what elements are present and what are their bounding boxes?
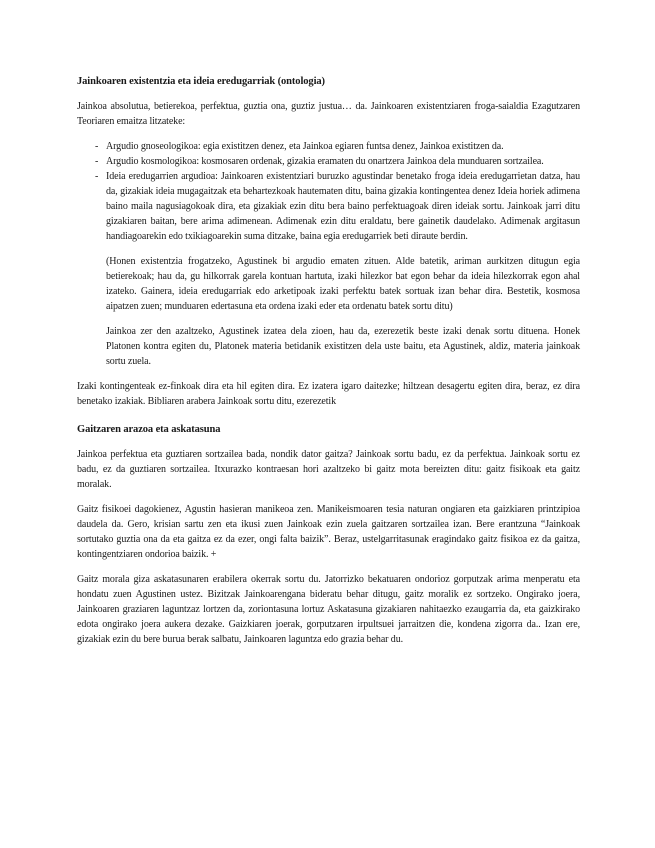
dash-bullet: -	[95, 156, 99, 167]
list-item-text: Argudio kosmologikoa: kosmosaren ordenak, gizakia eramaten du onartzera Jainkoa dela munduaren sortzailea.	[106, 156, 544, 167]
closing-paragraph: Izaki kontingenteak ez-finkoak dira eta hil egiten dira. Ez izatera igaro daitezke; hiltzean desagertu egiten dira, beraz, ez dira benetako izakiak. Bibliaren arabera Jainkoak sortu ditu, ezerezetik	[77, 381, 580, 407]
section-heading-evil: Gaitzaren arazoa eta askatasuna	[77, 424, 221, 435]
document-page	[77, 75, 580, 657]
dash-bullet: -	[95, 141, 99, 152]
list-item-text: Argudio gnoseologikoa: egia existitzen denez, eta Jainkoa egiaren funtsa denez, Jainkoa existitzen da.	[106, 141, 504, 152]
paragraph: Gaitz fisikoei dagokienez, Agustin hasieran manikeoa zen. Manikeismoaren tesia naturan ongiaren eta gaizkiaren printzipioa daudela da. Gero, krisian sartu zen eta ikusi zuen Jainkoak ezin zuela gaitzaren sortzailea izan. Bere erantzuna “Jainkoak sortutako guztia ona da eta gaitza ez da ezer, ongi falta baizik”. Beraz, ustelgarritasunak eragindako gaitz fisikoa ez da gaitza, kontingentziaren ondorioa baizik. +	[77, 504, 580, 560]
list-item-text: Ideia eredugarrien argudioa: Jainkoaren existentziari buruzko agustindar benetako froga ideia eredugarrietan datza, hau da, gizakiak ideia mugagaitzak eta behartezkoak hautematen ditu, baina gizakia kontingentea denez Ideia horiek adimena baino maila nagusiagokoak dira, eta gizakiak ezin ditu bera baino perfektuagoak diren ideiak sortu. Jainkoak jarri ditu gizakiaren baitan, bere arima adimenean. Adimenak ezin ditu eraldatu, bere gainetik daudelako. Adimenak argitasun handiagoarekin edo txikiagoarekin suma ditzake, baina egia eredugarriek beti diraute berdin.	[106, 171, 580, 242]
list-item	[77, 154, 580, 169]
list-item	[77, 169, 580, 244]
intro-paragraph: Jainkoa absolutua, betierekoa, perfektua, guztia ona, guztiz justua… da. Jainkoaren existentziaren froga-saialdia Ezagutzaren Teoriaren emaitza litzateke:	[77, 101, 580, 127]
paragraph: Gaitz morala giza askatasunaren erabilera okerrak sortu du. Jatorrizko bekatuaren ondorioz gorputzak arima menperatu eta hondatu zuen Agustinen ustez. Bizitzak Jainkoarengana bideratu behar ditugu, gaitz moralik ez sortzeko. Ongirako joera, Jainkoaren graziaren laguntzaz lortzen da, zoriontasuna lortuz Askatasuna gizakiaren nahitaezko ezaugarria da, eta gaizkirako edota ongirako joera aukera dezake. Gaizkiaren joerak, gorputzaren irpultsuei jarraitzen die, kondena zigorra da.. Izan ere, gizakiak ezin du bere burua berak salbatu, Jainkoaren laguntza edo grazia behar du.	[77, 574, 580, 645]
indented-paragraph: Jainkoa zer den azaltzeko, Agustinek izatea dela zioen, hau da, ezerezetik beste izaki denak sortu dituena. Honek Platonen kontra egiten du, Platonek materia betidanik existitzen dela uste baitu, eta Agustinek, aldiz, materia jainkoak sortu zuela.	[106, 326, 580, 367]
dash-bullet: -	[95, 171, 99, 182]
paragraph: Jainkoa perfektua eta guztiaren sortzailea bada, nondik dator gaitza? Jainkoak sortu badu, ez da perfektua. Jainkoak sortu ez badu, ez da guztiaren sortzailea. Itxurazko kontraesan hori azaltzeko bi gaitz mota bereizten ditu: gaitz fisikoak eta gaitz moralak.	[77, 449, 580, 490]
indented-paragraph: (Honen existentzia frogatzeko, Agustinek bi argudio ematen zituen. Alde batetik, ariman aurkitzen ditugun egia betierekoak; hau da, gu hilkorrak garela kontuan hartuta, izaki hilezkor bat egon behar da ideia hilezkorrak egon ahal izateko. Gainera, ideia eredugarriak edo arketipoak izaki perfektu batek sortuak izan behar dira. Bestetik, kosmosa aipatzen zuen; munduaren edertasuna eta ordena izaki eder eta ordenatu batek sortu ditu)	[106, 256, 580, 312]
argument-list	[77, 139, 580, 244]
section-heading-ontology: Jainkoaren existentzia eta ideia eredugarriak (ontologia)	[77, 76, 325, 87]
list-item	[77, 139, 580, 154]
